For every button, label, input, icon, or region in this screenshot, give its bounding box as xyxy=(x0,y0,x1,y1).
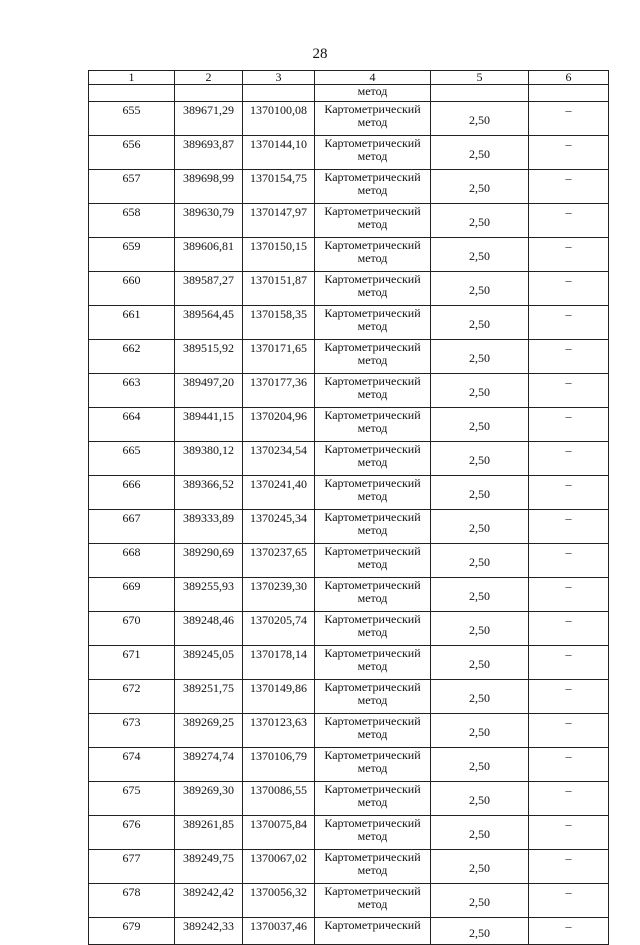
accuracy-value: 2,50 xyxy=(431,374,529,408)
method-line-2: метод xyxy=(357,319,388,333)
accuracy-value: 2,50 xyxy=(431,544,529,578)
method-line-1: Картометрический xyxy=(324,238,421,252)
method-line-1: Картометрический xyxy=(324,646,421,660)
accuracy-value: 2,50 xyxy=(431,272,529,306)
point-number: 656 xyxy=(89,136,175,170)
accuracy-value: 2,50 xyxy=(431,850,529,884)
coordinate-y: 1370149,86 xyxy=(243,680,315,714)
coordinate-x: 389242,42 xyxy=(175,884,243,918)
method-line-1: Картометрический xyxy=(324,680,421,694)
coordinate-y: 1370245,34 xyxy=(243,510,315,544)
table-row xyxy=(89,340,609,374)
empty-dash: – xyxy=(529,680,609,714)
column-number-row xyxy=(89,71,609,85)
table-row xyxy=(89,238,609,272)
method-line-2: метод xyxy=(357,693,388,707)
method-line-2: метод xyxy=(357,863,388,877)
point-number: 676 xyxy=(89,816,175,850)
continuation-row xyxy=(89,85,609,102)
method-line-1: Картометрический xyxy=(324,476,421,490)
coordinate-x: 389333,89 xyxy=(175,510,243,544)
table-row xyxy=(89,816,609,850)
method-cell xyxy=(315,102,431,136)
method-line-1: Картометрический xyxy=(324,918,421,932)
coordinate-x: 389248,46 xyxy=(175,612,243,646)
method-line-2: метод xyxy=(357,353,388,367)
coordinate-y: 1370150,15 xyxy=(243,238,315,272)
empty-dash: – xyxy=(529,476,609,510)
method-cell xyxy=(315,408,431,442)
table-row xyxy=(89,748,609,782)
point-number: 672 xyxy=(89,680,175,714)
method-line-2: метод xyxy=(357,455,388,469)
accuracy-value: 2,50 xyxy=(431,204,529,238)
column-header: 6 xyxy=(529,71,609,85)
accuracy-value: 2,50 xyxy=(431,578,529,612)
method-line-2: метод xyxy=(357,625,388,639)
method-cell xyxy=(315,272,431,306)
table-row xyxy=(89,884,609,918)
table-row xyxy=(89,612,609,646)
point-number: 664 xyxy=(89,408,175,442)
method-cell xyxy=(315,340,431,374)
point-number: 678 xyxy=(89,884,175,918)
coordinate-y: 1370086,55 xyxy=(243,782,315,816)
empty-dash: – xyxy=(529,544,609,578)
coordinate-x: 389242,33 xyxy=(175,918,243,945)
method-line-2: метод xyxy=(357,149,388,163)
method-line-1: Картометрический xyxy=(324,272,421,286)
coordinate-x: 389251,75 xyxy=(175,680,243,714)
coordinate-x: 389249,75 xyxy=(175,850,243,884)
point-number: 679 xyxy=(89,918,175,945)
table-row xyxy=(89,646,609,680)
method-line-1: Картометрический xyxy=(324,544,421,558)
table-row xyxy=(89,782,609,816)
column-header: 5 xyxy=(431,71,529,85)
coordinate-y: 1370178,14 xyxy=(243,646,315,680)
method-line-1: Картометрический xyxy=(324,782,421,796)
empty-dash: – xyxy=(529,782,609,816)
method-cell xyxy=(315,510,431,544)
continuation-method: метод xyxy=(315,85,431,102)
method-line-1: Картометрический xyxy=(324,340,421,354)
method-cell xyxy=(315,918,431,945)
empty-dash: – xyxy=(529,374,609,408)
table-row xyxy=(89,374,609,408)
method-cell xyxy=(315,884,431,918)
method-line-1: Картометрический xyxy=(324,442,421,456)
accuracy-value: 2,50 xyxy=(431,306,529,340)
point-number: 668 xyxy=(89,544,175,578)
method-line-1: Картометрический xyxy=(324,204,421,218)
method-line-2: метод xyxy=(357,523,388,537)
column-header: 3 xyxy=(243,71,315,85)
method-line-2: метод xyxy=(357,727,388,741)
coordinate-y: 1370123,63 xyxy=(243,714,315,748)
coordinate-y: 1370037,46 xyxy=(243,918,315,945)
accuracy-value: 2,50 xyxy=(431,238,529,272)
method-line-2: метод xyxy=(357,489,388,503)
method-cell xyxy=(315,476,431,510)
coordinate-y: 1370100,08 xyxy=(243,102,315,136)
method-cell xyxy=(315,204,431,238)
coordinate-y: 1370106,79 xyxy=(243,748,315,782)
coordinate-x: 389366,52 xyxy=(175,476,243,510)
table-row xyxy=(89,170,609,204)
accuracy-value: 2,50 xyxy=(431,102,529,136)
method-cell xyxy=(315,816,431,850)
point-number: 673 xyxy=(89,714,175,748)
coordinate-x: 389587,27 xyxy=(175,272,243,306)
coordinate-x: 389380,12 xyxy=(175,442,243,476)
coordinate-y: 1370151,87 xyxy=(243,272,315,306)
coordinate-y: 1370237,65 xyxy=(243,544,315,578)
method-line-2: метод xyxy=(357,115,388,129)
table-row xyxy=(89,510,609,544)
method-line-1: Картометрический xyxy=(324,816,421,830)
coordinate-x: 389274,74 xyxy=(175,748,243,782)
coordinate-x: 389441,15 xyxy=(175,408,243,442)
table-row xyxy=(89,408,609,442)
method-cell xyxy=(315,442,431,476)
method-line-2: метод xyxy=(357,387,388,401)
table-row xyxy=(89,850,609,884)
method-cell xyxy=(315,748,431,782)
coordinate-x: 389698,99 xyxy=(175,170,243,204)
coordinate-x: 389515,92 xyxy=(175,340,243,374)
empty-dash: – xyxy=(529,884,609,918)
coordinate-y: 1370241,40 xyxy=(243,476,315,510)
point-number: 658 xyxy=(89,204,175,238)
table-row xyxy=(89,544,609,578)
empty-dash: – xyxy=(529,714,609,748)
accuracy-value: 2,50 xyxy=(431,612,529,646)
table-row xyxy=(89,680,609,714)
accuracy-value: 2,50 xyxy=(431,136,529,170)
table-row xyxy=(89,136,609,170)
method-line-2: метод xyxy=(357,557,388,571)
method-line-1: Картометрический xyxy=(324,578,421,592)
method-line-1: Картометрический xyxy=(324,408,421,422)
coordinate-y: 1370147,97 xyxy=(243,204,315,238)
empty-dash: – xyxy=(529,918,609,945)
point-number: 661 xyxy=(89,306,175,340)
point-number: 670 xyxy=(89,612,175,646)
point-number: 662 xyxy=(89,340,175,374)
method-line-1: Картометрический xyxy=(324,136,421,150)
empty-dash: – xyxy=(529,408,609,442)
empty-dash: – xyxy=(529,578,609,612)
point-number: 660 xyxy=(89,272,175,306)
accuracy-value: 2,50 xyxy=(431,442,529,476)
point-number: 659 xyxy=(89,238,175,272)
method-line-1: Картометрический xyxy=(324,850,421,864)
accuracy-value: 2,50 xyxy=(431,680,529,714)
method-cell xyxy=(315,612,431,646)
coordinate-y: 1370144,10 xyxy=(243,136,315,170)
method-line-2: метод xyxy=(357,829,388,843)
accuracy-value: 2,50 xyxy=(431,340,529,374)
point-number: 677 xyxy=(89,850,175,884)
column-header: 4 xyxy=(315,71,431,85)
method-line-1: Картометрический xyxy=(324,306,421,320)
table-row xyxy=(89,578,609,612)
method-cell xyxy=(315,170,431,204)
table-row xyxy=(89,714,609,748)
method-cell xyxy=(315,646,431,680)
point-number: 666 xyxy=(89,476,175,510)
point-number: 657 xyxy=(89,170,175,204)
point-number: 675 xyxy=(89,782,175,816)
empty-dash: – xyxy=(529,748,609,782)
coordinate-y: 1370075,84 xyxy=(243,816,315,850)
accuracy-value: 2,50 xyxy=(431,510,529,544)
table-row xyxy=(89,272,609,306)
accuracy-value: 2,50 xyxy=(431,646,529,680)
method-line-2: метод xyxy=(357,761,388,775)
accuracy-value: 2,50 xyxy=(431,476,529,510)
method-line-1: Картометрический xyxy=(324,748,421,762)
table-row xyxy=(89,918,609,945)
empty-dash: – xyxy=(529,204,609,238)
empty-dash: – xyxy=(529,442,609,476)
coordinate-y: 1370158,35 xyxy=(243,306,315,340)
point-number: 674 xyxy=(89,748,175,782)
empty-dash: – xyxy=(529,136,609,170)
coordinate-x: 389290,69 xyxy=(175,544,243,578)
point-number: 669 xyxy=(89,578,175,612)
coordinate-y: 1370154,75 xyxy=(243,170,315,204)
table-row xyxy=(89,306,609,340)
point-number: 667 xyxy=(89,510,175,544)
method-line-1: Картометрический xyxy=(324,510,421,524)
coordinate-y: 1370177,36 xyxy=(243,374,315,408)
coordinate-x: 389671,29 xyxy=(175,102,243,136)
method-cell xyxy=(315,850,431,884)
accuracy-value: 2,50 xyxy=(431,918,529,945)
method-cell xyxy=(315,782,431,816)
coordinate-y: 1370171,65 xyxy=(243,340,315,374)
coordinate-x: 389269,30 xyxy=(175,782,243,816)
table-row xyxy=(89,102,609,136)
empty-dash: – xyxy=(529,340,609,374)
empty-dash: – xyxy=(529,238,609,272)
method-line-2: метод xyxy=(357,795,388,809)
table-row xyxy=(89,442,609,476)
coordinate-y: 1370234,54 xyxy=(243,442,315,476)
accuracy-value: 2,50 xyxy=(431,748,529,782)
method-line-2: метод xyxy=(357,659,388,673)
coordinate-x: 389564,45 xyxy=(175,306,243,340)
accuracy-value: 2,50 xyxy=(431,782,529,816)
method-line-2: метод xyxy=(357,217,388,231)
method-cell xyxy=(315,374,431,408)
empty-dash: – xyxy=(529,102,609,136)
coordinate-x: 389261,85 xyxy=(175,816,243,850)
column-header: 2 xyxy=(175,71,243,85)
coordinate-y: 1370067,02 xyxy=(243,850,315,884)
accuracy-value: 2,50 xyxy=(431,816,529,850)
method-line-1: Картометрический xyxy=(324,374,421,388)
method-line-2: метод xyxy=(357,285,388,299)
empty-dash: – xyxy=(529,510,609,544)
table-row xyxy=(89,204,609,238)
empty-dash: – xyxy=(529,306,609,340)
method-cell xyxy=(315,306,431,340)
method-line-2: метод xyxy=(357,897,388,911)
method-line-2: метод xyxy=(357,591,388,605)
method-cell xyxy=(315,544,431,578)
method-line-1: Картометрический xyxy=(324,884,421,898)
empty-dash: – xyxy=(529,850,609,884)
coordinate-x: 389630,79 xyxy=(175,204,243,238)
coordinate-y: 1370056,32 xyxy=(243,884,315,918)
coordinate-x: 389606,81 xyxy=(175,238,243,272)
coordinates-table xyxy=(88,70,609,945)
coordinate-x: 389693,87 xyxy=(175,136,243,170)
empty-dash: – xyxy=(529,170,609,204)
coordinate-x: 389255,93 xyxy=(175,578,243,612)
method-cell xyxy=(315,578,431,612)
point-number: 655 xyxy=(89,102,175,136)
method-line-1: Картометрический xyxy=(324,714,421,728)
accuracy-value: 2,50 xyxy=(431,884,529,918)
method-cell xyxy=(315,714,431,748)
coordinate-y: 1370205,74 xyxy=(243,612,315,646)
coordinate-x: 389245,05 xyxy=(175,646,243,680)
method-line-2: метод xyxy=(357,251,388,265)
page-number: 28 xyxy=(312,46,328,62)
coordinate-y: 1370239,30 xyxy=(243,578,315,612)
accuracy-value: 2,50 xyxy=(431,170,529,204)
method-line-1: Картометрический xyxy=(324,102,421,116)
method-line-2: метод xyxy=(357,421,388,435)
method-cell xyxy=(315,680,431,714)
accuracy-value: 2,50 xyxy=(431,408,529,442)
coordinate-x: 389497,20 xyxy=(175,374,243,408)
method-line-2: метод xyxy=(357,183,388,197)
method-cell xyxy=(315,136,431,170)
column-header: 1 xyxy=(89,71,175,85)
method-cell xyxy=(315,238,431,272)
point-number: 663 xyxy=(89,374,175,408)
table-row xyxy=(89,476,609,510)
point-number: 665 xyxy=(89,442,175,476)
empty-dash: – xyxy=(529,646,609,680)
point-number: 671 xyxy=(89,646,175,680)
coordinate-x: 389269,25 xyxy=(175,714,243,748)
empty-dash: – xyxy=(529,272,609,306)
method-line-1: Картометрический xyxy=(324,612,421,626)
method-line-1: Картометрический xyxy=(324,170,421,184)
accuracy-value: 2,50 xyxy=(431,714,529,748)
empty-dash: – xyxy=(529,816,609,850)
empty-dash: – xyxy=(529,612,609,646)
coordinate-y: 1370204,96 xyxy=(243,408,315,442)
